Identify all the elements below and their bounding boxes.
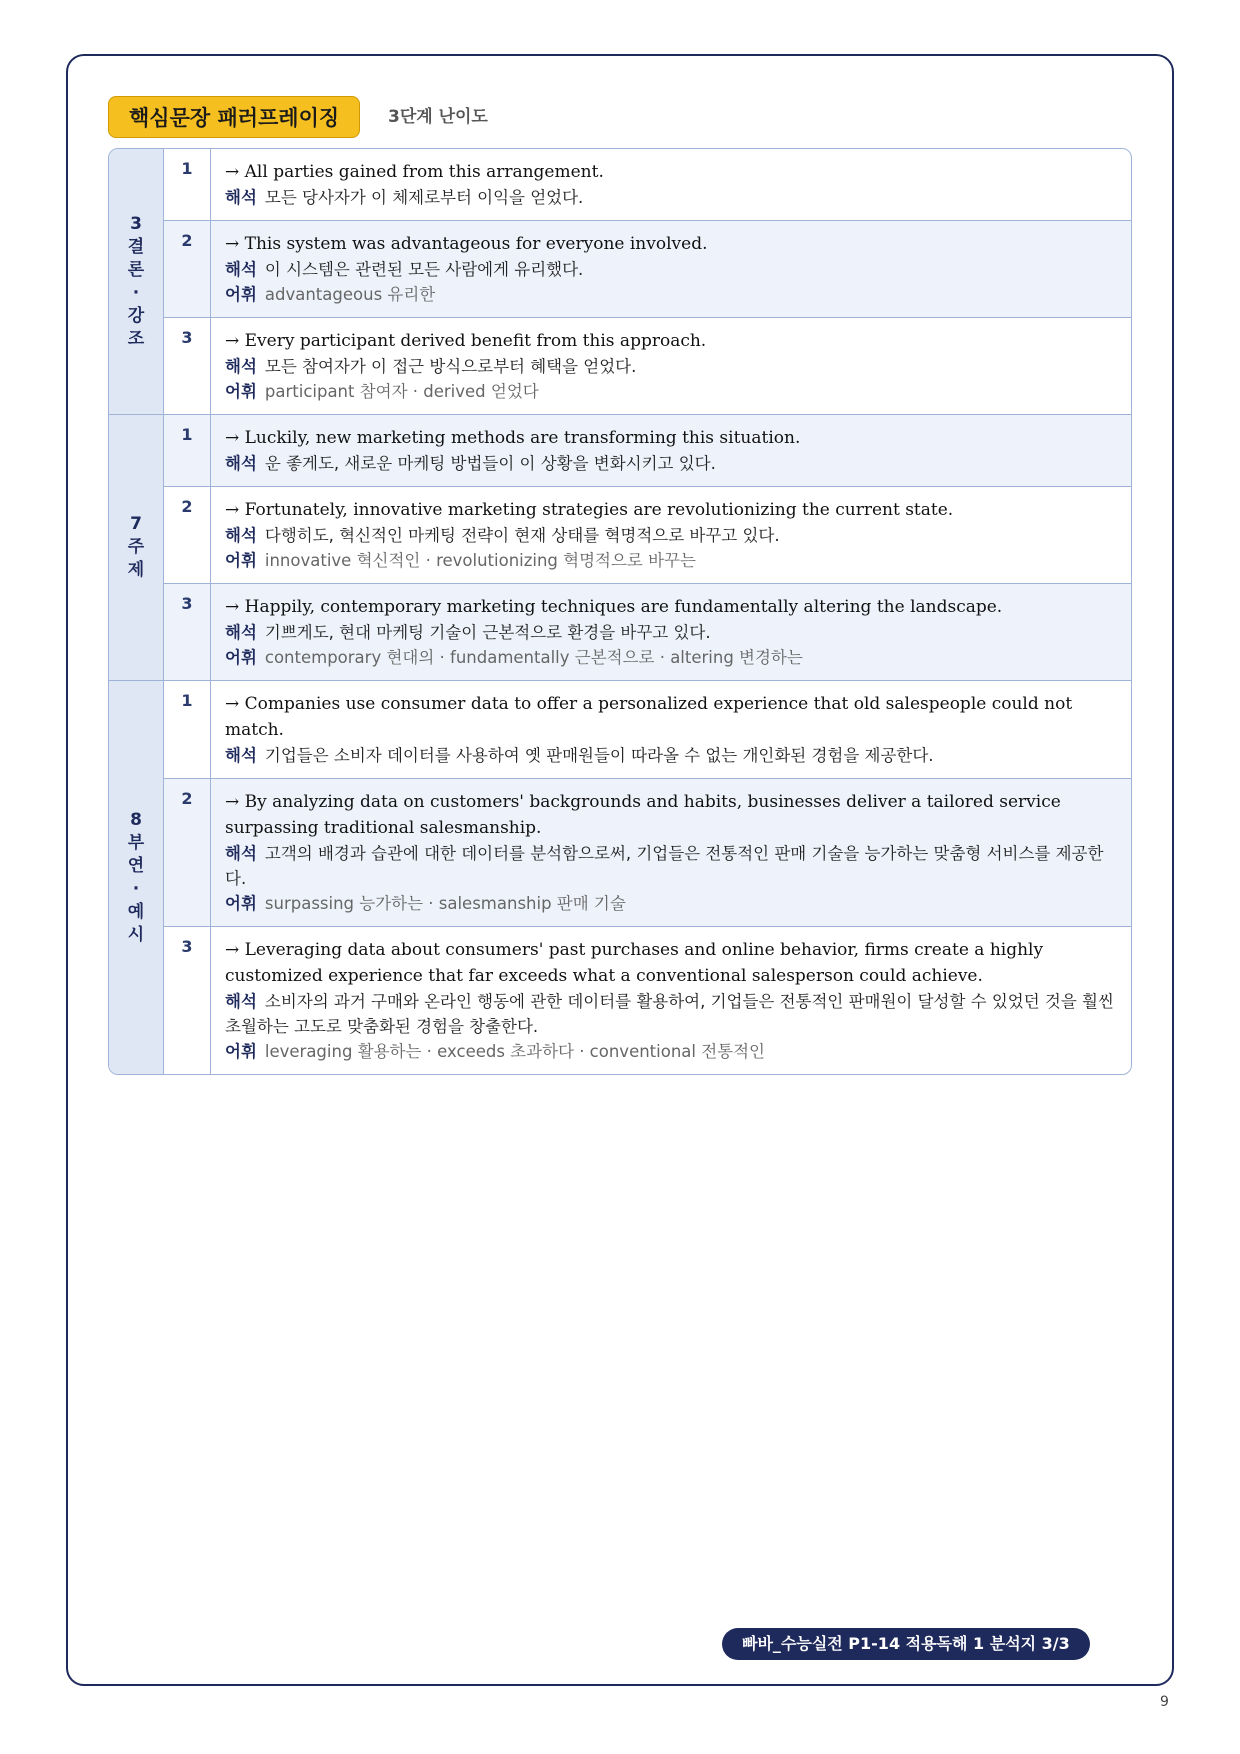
row-number: 3: [164, 584, 211, 680]
vocab-label: 어휘: [225, 382, 257, 401]
vocab-line: 어휘 contemporary 현대의 · fundamentally 근본적으로 · altering 변경하는: [225, 648, 803, 667]
vocab-label: 어휘: [225, 1042, 257, 1061]
english-sentence: → Happily, contemporary marketing techniques are fundamentally altering the landscape.: [225, 597, 1003, 617]
english-sentence: → All parties gained from this arrangement.: [225, 162, 604, 182]
vocab-label: 어휘: [225, 285, 257, 304]
page-number: 9: [1160, 1694, 1169, 1710]
table-row: [164, 486, 1131, 583]
translation-line: 해석 모든 당사자가 이 체제로부터 이익을 얻었다.: [225, 188, 584, 207]
vocab-line: 어휘 surpassing 능가하는 · salesmanship 판매 기술: [225, 894, 626, 913]
english-sentence: → Every participant derived benefit from this approach.: [225, 331, 707, 351]
table-row: [164, 415, 1131, 486]
translation-label: 해석: [225, 746, 257, 765]
translation-line: 해석 다행히도, 혁신적인 마케팅 전략이 현재 상태를 혁명적으로 바꾸고 있다.: [225, 526, 780, 545]
translation-label: 해석: [225, 454, 257, 473]
vocab-label: 어휘: [225, 894, 257, 913]
translation-line: 해석 고객의 배경과 습관에 대한 데이터를 분석함으로써, 기업들은 전통적인 판매 기술을 능가하는 맞춤형 서비스를 제공한다.: [225, 844, 1104, 888]
group-topic: [109, 414, 1131, 680]
row-number: 2: [164, 779, 211, 926]
vocab-line: 어휘 innovative 혁신적인 · revolutionizing 혁명적으로 바꾸는: [225, 551, 696, 570]
vocab-label: 어휘: [225, 551, 257, 570]
english-sentence: → By analyzing data on customers' backgrounds and habits, businesses deliver a tailored service surpassing traditional salesmanship.: [225, 792, 1061, 838]
group-label: 3결론·강조: [109, 149, 164, 414]
group-conclusion: [109, 149, 1131, 414]
translation-line: 해석 모든 참여자가 이 접근 방식으로부터 혜택을 얻었다.: [225, 357, 637, 376]
difficulty-label: 3단계 난이도: [388, 107, 488, 127]
translation-line: 해석 운 좋게도, 새로운 마케팅 방법들이 이 상황을 변화시키고 있다.: [225, 454, 716, 473]
table-row: [164, 583, 1131, 680]
translation-line: 해석 소비자의 과거 구매와 온라인 행동에 관한 데이터를 활용하여, 기업들은 전통적인 판매원이 달성할 수 있었던 것을 훨씬 초월하는 고도로 맞춤화된 경험을 창출한다.: [225, 992, 1114, 1036]
translation-label: 해석: [225, 992, 257, 1011]
translation-label: 해석: [225, 260, 257, 279]
row-number: 1: [164, 415, 211, 486]
group-example: [109, 680, 1131, 1074]
english-sentence: → Leveraging data about consumers' past purchases and online behavior, firms create a highly customized experience that far exceeds what a conventional salesperson could achieve.: [225, 940, 1044, 986]
footer-badge: 빠바_수능실전 P1-14 적용독해 1 분석지 3/3: [722, 1628, 1090, 1660]
table-row: [164, 149, 1131, 220]
table-row: [164, 220, 1131, 317]
english-sentence: → Fortunately, innovative marketing strategies are revolutionizing the current state.: [225, 500, 954, 520]
english-sentence: → Companies use consumer data to offer a personalized experience that old salespeople could not match.: [225, 694, 1073, 740]
translation-label: 해석: [225, 526, 257, 545]
paraphrase-table: [108, 148, 1132, 1075]
english-sentence: → Luckily, new marketing methods are transforming this situation.: [225, 428, 801, 448]
table-row: [164, 681, 1131, 778]
translation-line: 해석 이 시스템은 관련된 모든 사람에게 유리했다.: [225, 260, 584, 279]
vocab-line: 어휘 leveraging 활용하는 · exceeds 초과하다 · conventional 전통적인: [225, 1042, 765, 1061]
group-label: 7주제: [109, 415, 164, 680]
section-title: 핵심문장 패러프레이징: [108, 96, 360, 138]
row-number: 1: [164, 149, 211, 220]
translation-line: 해석 기업들은 소비자 데이터를 사용하여 옛 판매원들이 따라올 수 없는 개인화된 경험을 제공한다.: [225, 746, 934, 765]
table-row: [164, 317, 1131, 414]
english-sentence: → This system was advantageous for everyone involved.: [225, 234, 708, 254]
translation-label: 해석: [225, 357, 257, 376]
row-number: 1: [164, 681, 211, 778]
table-row: [164, 778, 1131, 926]
vocab-line: 어휘 participant 참여자 · derived 얻었다: [225, 382, 539, 401]
translation-label: 해석: [225, 188, 257, 207]
vocab-line: 어휘 advantageous 유리한: [225, 285, 436, 304]
group-label: 8부연·예시: [109, 681, 164, 1074]
translation-line: 해석 기쁘게도, 현대 마케팅 기술이 근본적으로 환경을 바꾸고 있다.: [225, 623, 711, 642]
vocab-label: 어휘: [225, 648, 257, 667]
table-row: [164, 926, 1131, 1074]
translation-label: 해석: [225, 623, 257, 642]
row-number: 2: [164, 221, 211, 317]
translation-label: 해석: [225, 844, 257, 863]
row-number: 3: [164, 318, 211, 414]
row-number: 2: [164, 487, 211, 583]
row-number: 3: [164, 927, 211, 1074]
